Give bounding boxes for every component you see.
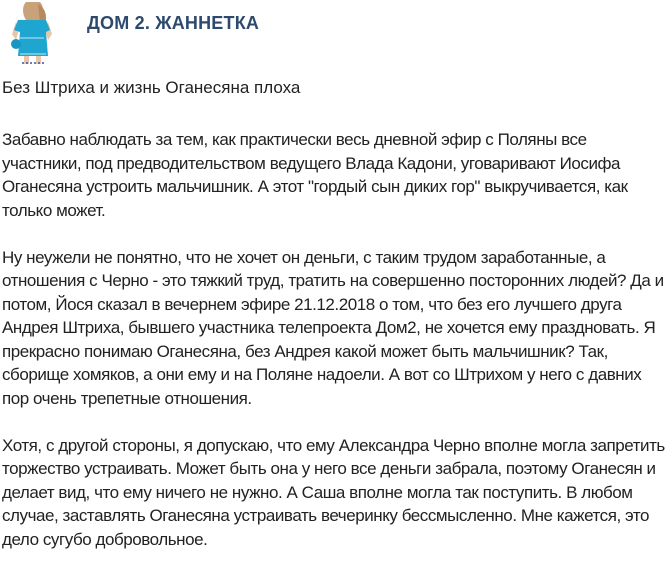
article-paragraph: Хотя, с другой стороны, я допускаю, что ему Александра Черно вполне могла запретить торжество устраивать. Может быть она у него все деньги забрала, поэтому Оганесян и делает вид, что ему ничего не нужно. А Саша вполне могла так поступить. В любом случае, заставлять Оганесяна устраивать вечеринку бессмысленно. Мне кажется, это дело сугубо добровольное. (2, 435, 665, 549)
article-paragraph: Ну неужели не понятно, что не хочет он деньги, с таким трудом заработанные, а отношения с Черно - это тяжкий труд, тратить на совершенно посторонних людей? Да и потом, Йося сказал в вечернем эфире 21.12.2018 о том, что без его лучшего друга Андрея Штриха, бывшего участника телепроекта Дом2, не хочется ему праздновать. Я прекрасно понимаю Оганесяна, без Андрея какой может быть мальчишник? Так, сборище хомяков, а они ему и на Поляне надоели. А вот со Штрихом у него с давних пор очень трепетные отношения. (2, 247, 664, 408)
article-title: Без Штриха и жизнь Оганесяна плоха (2, 78, 301, 97)
article-body (2, 128, 668, 575)
woman-in-blue-dress-image (4, 0, 60, 66)
site-title[interactable]: ДОМ 2. ЖАННЕТКА (87, 13, 260, 33)
article-paragraph: Забавно наблюдать за тем, как практически весь дневной эфир с Поляны все участники, под предводительством ведущего Влада Кадони, уговаривают Иосифа Оганесяна устроить мальчишник. А этот "гордый сын диких гор" выкручивается, как только может. (2, 130, 628, 220)
page-header (0, 0, 670, 70)
avatar[interactable] (4, 0, 60, 66)
